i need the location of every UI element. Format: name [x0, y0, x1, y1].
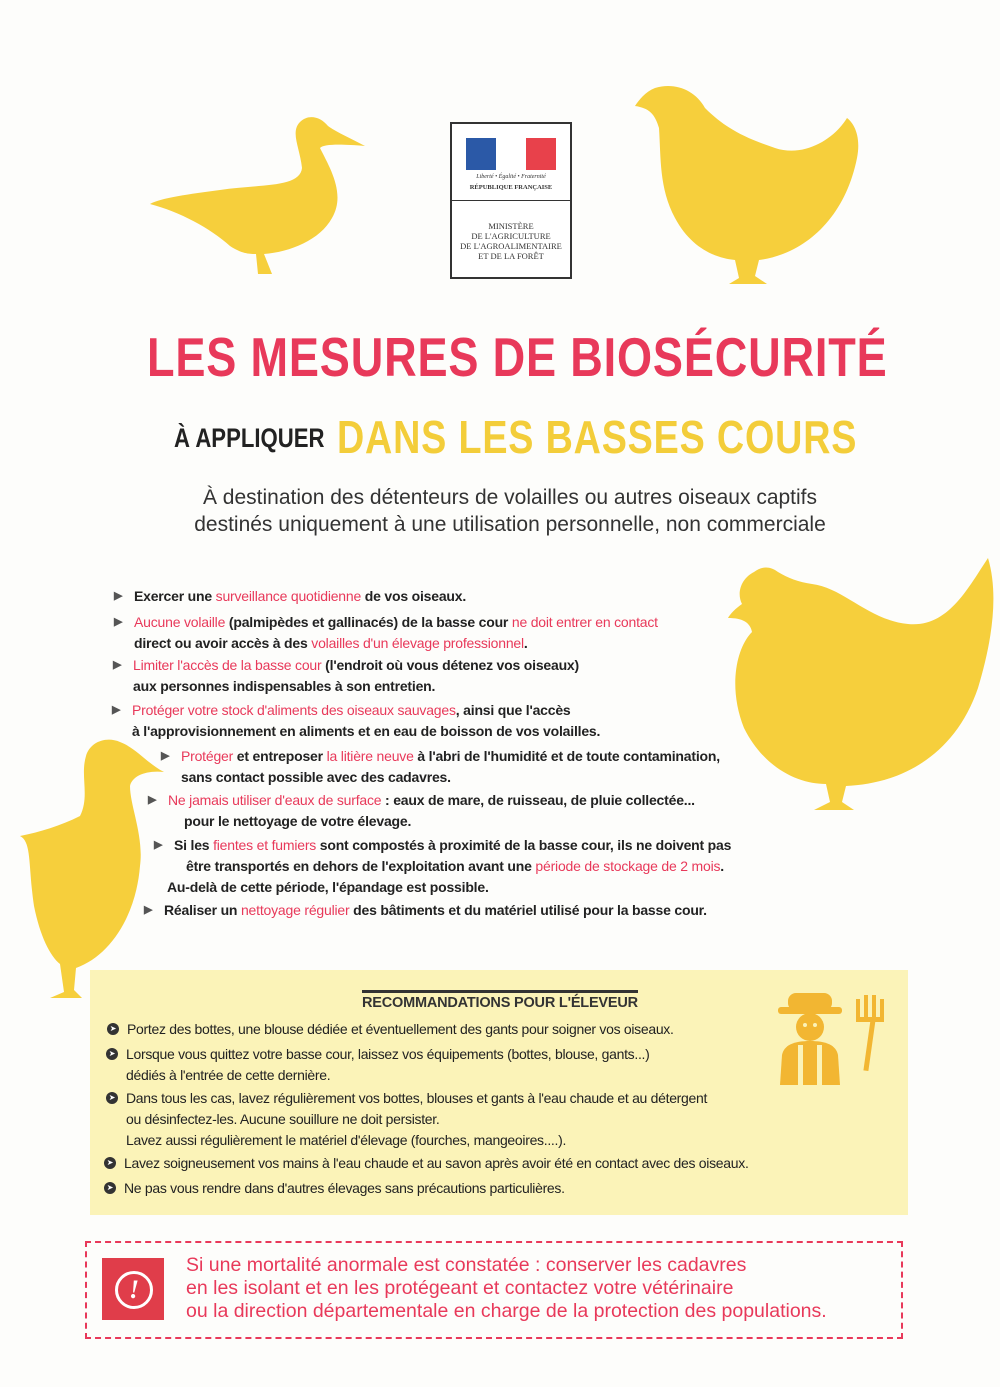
measure-highlight: période de stockage de 2 mois: [535, 858, 721, 874]
measure-item: [161, 746, 720, 788]
alert-line: ou la direction départementale en charge de la protection des populations.: [186, 1300, 827, 1322]
flag-blue: [466, 138, 496, 170]
arrow-icon: ▶: [148, 794, 157, 806]
measure-text: direct ou avoir accès à des: [134, 635, 312, 651]
measure-item: [112, 700, 601, 742]
flag-red: [526, 138, 556, 170]
french-flag-icon: [466, 138, 556, 170]
measure-highlight: la litière neuve: [326, 748, 414, 764]
recommendation-item: [108, 1044, 650, 1086]
bullet-icon: ➤: [106, 1092, 118, 1104]
recommendation-text: Dans tous les cas, lavez régulièrement vos bottes, blouses et gants à l'eau chaude et au détergent: [126, 1090, 708, 1106]
measure-text: être transportés en dehors de l'exploitation avant une: [186, 858, 536, 874]
intro-text: [120, 484, 900, 538]
measure-text: sont compostés à proximité de la basse cour, ils ne doivent pas: [316, 837, 732, 853]
measure-text: .: [720, 858, 724, 874]
measure-text: des bâtiments et du matériel utilisé pour la basse cour.: [349, 902, 707, 918]
measure-text: (l'endroit où vous détenez vos oiseaux): [321, 657, 579, 673]
turkey-silhouette: [728, 548, 1000, 820]
measure-highlight: volailles d'un élevage professionnel: [311, 635, 524, 651]
measure-text: Exercer une: [134, 588, 216, 604]
measure-item: [114, 612, 658, 654]
page-title: LES MESURES DE BIOSÉCURITÉ: [147, 326, 888, 388]
bullet-icon: ➤: [107, 1023, 119, 1035]
measure-highlight: Protéger votre stock d'aliments des oiseaux sauvages: [132, 702, 456, 718]
measure-text: pour le nettoyage de votre élevage.: [184, 813, 412, 829]
measure-text: sans contact possible avec des cadavres.: [181, 769, 451, 785]
measure-highlight: nettoyage régulier: [240, 902, 350, 918]
recommendation-item: [106, 1178, 565, 1199]
warning-icon: [102, 1258, 164, 1320]
recommendation-text: Ne pas vous rendre dans d'autres élevages sans précautions particulières.: [124, 1180, 565, 1196]
measure-text: et entreposer: [233, 748, 327, 764]
ministry-name: [453, 221, 569, 261]
bullet-icon: ➤: [104, 1182, 116, 1194]
intro-line: destinés uniquement à une utilisation personnelle, non commerciale: [194, 513, 826, 536]
mortality-alert-text: [186, 1254, 886, 1323]
republic-motto: Liberté • Égalité • Fraternité: [476, 174, 546, 180]
recommendations-title: RECOMMANDATIONS POUR L'ÉLEVEUR: [362, 990, 638, 1011]
subtitle-prefix: À APPLIQUER: [174, 423, 325, 453]
alert-line: en les isolant et en les protégeant et contactez votre vétérinaire: [186, 1277, 734, 1299]
measure-text: aux personnes indispensables à son entretien.: [133, 678, 436, 694]
measure-text: : eaux de mare, de ruisseau, de pluie collectée...: [381, 792, 695, 808]
republic-name: RÉPUBLIQUE FRANÇAISE: [469, 184, 553, 191]
recommendation-item: [109, 1019, 674, 1040]
arrow-icon: ▶: [114, 590, 123, 602]
arrow-icon: ▶: [154, 839, 163, 851]
measure-item: [114, 586, 467, 607]
ministry-line: DE L'AGRICULTURE: [471, 231, 551, 241]
duck-silhouette: [150, 108, 375, 278]
measure-highlight: Aucune volaille: [134, 614, 226, 630]
recommendation-text: Lavez soigneusement vos mains à l'eau chaude et au savon après avoir été en contact avec des oiseaux.: [124, 1155, 749, 1171]
measure-text: .: [523, 635, 528, 651]
measure-highlight: Limiter l'accès de la basse cour: [133, 657, 322, 673]
recommendation-text: Lorsque vous quittez votre basse cour, laissez vos équipements (bottes, blouse, gants...): [126, 1046, 650, 1062]
recommendation-item: [108, 1088, 708, 1151]
bullet-icon: ➤: [104, 1157, 116, 1169]
measure-item: [154, 835, 732, 898]
arrow-icon: ▶: [112, 704, 121, 716]
arrow-icon: ▶: [161, 750, 170, 762]
recommendation-item: [106, 1153, 749, 1174]
ministry-line: DE L'AGROALIMENTAIRE: [460, 241, 562, 251]
measure-item: [148, 790, 695, 832]
recommendation-text: dédiés à l'entrée de cette dernière.: [126, 1067, 331, 1083]
bullet-icon: ➤: [106, 1048, 118, 1060]
alert-line: Si une mortalité anormale est constatée : conserver les cadavres: [186, 1254, 747, 1276]
intro-line: À destination des détenteurs de volailles ou autres oiseaux captifs: [202, 486, 818, 509]
measure-text: à l'abri de l'humidité et de toute contamination,: [413, 748, 720, 764]
ministry-line: ET DE LA FORÊT: [478, 251, 544, 261]
measure-highlight: ne doit entrer en contact: [511, 614, 658, 630]
measure-text: , ainsi que l'accès: [455, 702, 571, 718]
hen-silhouette: [635, 78, 865, 288]
arrow-icon: ▶: [144, 904, 153, 916]
farmer-icon: [770, 985, 890, 1085]
measure-text: de vos oiseaux.: [361, 588, 467, 604]
arrow-icon: ▶: [113, 659, 122, 671]
measure-item: [144, 900, 707, 921]
recommendation-text: Lavez aussi régulièrement le matériel d'élevage (fourches, mangeoires....).: [126, 1132, 567, 1148]
ministry-logo: [450, 122, 572, 279]
measure-text: à l'approvisionnement en aliments et en eau de boisson de vos volailles.: [132, 723, 601, 739]
logo-divider: [452, 200, 570, 201]
recommendation-text: Portez des bottes, une blouse dédiée et éventuellement des gants pour soigner vos oiseaux.: [127, 1021, 674, 1037]
measure-item: [113, 655, 579, 697]
measure-text: Réaliser un: [164, 902, 241, 918]
measure-text: Au-delà de cette période, l'épandage est possible.: [167, 879, 489, 895]
exclamation-icon: !: [115, 1271, 153, 1309]
measure-highlight: fientes et fumiers: [213, 837, 317, 853]
ministry-line: MINISTÈRE: [488, 221, 534, 231]
measure-text: Si les: [174, 837, 214, 853]
flag-white: [496, 138, 526, 170]
subtitle-highlight: DANS LES BASSES COURS: [337, 411, 858, 463]
measure-text: (palmipèdes et gallinacés) de la basse cour: [225, 614, 512, 630]
guinea-fowl-silhouette: [20, 736, 165, 1001]
measure-highlight: Protéger: [181, 748, 234, 764]
arrow-icon: ▶: [114, 616, 123, 628]
measure-highlight: Ne jamais utiliser d'eaux de surface: [168, 792, 382, 808]
recommendation-text: ou désinfectez-les. Aucune souillure ne doit persister.: [126, 1111, 440, 1127]
measure-highlight: surveillance quotidienne: [215, 588, 362, 604]
